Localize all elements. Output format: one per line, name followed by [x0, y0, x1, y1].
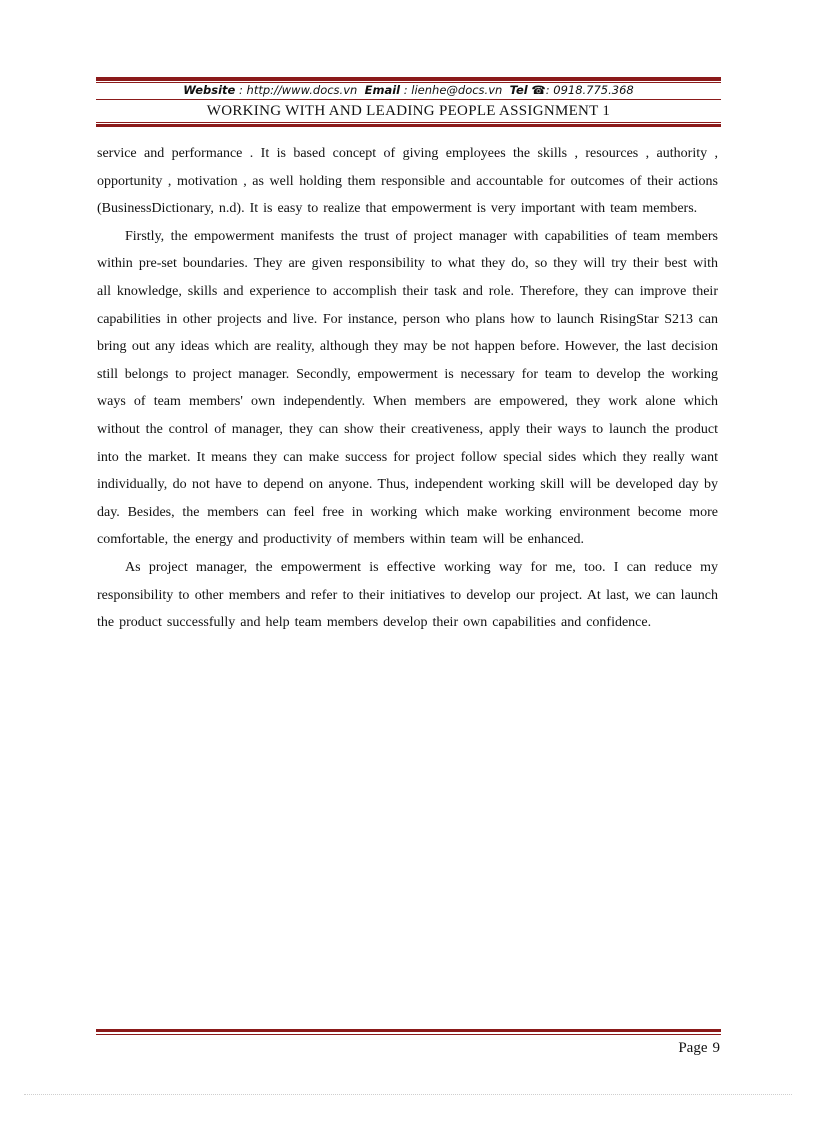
- page-bottom-dotted-line: [24, 1094, 792, 1095]
- header-contact-line: [96, 82, 721, 99]
- header-bottom-rule: [96, 124, 721, 127]
- paragraph-2: Firstly, the empowerment manifests the trust of project manager with capabilities of team members within pre-set boundaries. They are given responsibility to what they do, so they will try their best with all knowledge, skills and experience to accomplish their task and role. Therefore, they can improve their capabilities in other projects and live. For instance, person who plans how to launch RisingStar S213 can bring out any ideas which are reality, although they may be not happen before. However, the last decision still belongs to project manager. Secondly, empowerment is necessary for team to develop the working ways of team members' own independently. When members are empowered, they work alone which without the control of manager, they can show their creativeness, apply their ways to launch the product into the market. It means they can make success for project follow special sides which they really want individually, do not have to depend on anyone. Thus, independent working skill will be developed day by day. Besides, the members can feel free in working which make working environment become more comfortable, the energy and productivity of members within team will be enhanced.: [97, 228, 718, 548]
- phone-icon: ☎: [531, 83, 546, 97]
- paragraph-3: As project manager, the empowerment is effective working way for me, too. I can reduce my responsibility to other members and refer to their initiatives to develop our project. At last, we can launch the product successfully and help team members develop their own capabilities and confidence.: [97, 559, 718, 631]
- header-middle-rule: [96, 99, 721, 100]
- paragraph-1: service and performance . It is based concept of giving employees the skills , resources , authority , opportunity , motivation , as well holding them responsible and accountable for outcomes of their actions (BusinessDictionary, n.d). It is easy to realize that empowerment is very important with team members.: [97, 146, 718, 217]
- email-label: Email: [364, 83, 401, 97]
- tel-value: : 0918.775.368: [545, 83, 634, 97]
- header-bottom-thin-rule: [96, 122, 721, 123]
- email-link[interactable]: : lienhe@docs.vn: [403, 83, 503, 97]
- document-body: [97, 140, 718, 637]
- footer-rule: [96, 1029, 721, 1032]
- website-label: Website: [183, 83, 236, 97]
- page-label: Page: [678, 1040, 708, 1056]
- header-top-rule: [96, 77, 721, 81]
- document-title: WORKING WITH AND LEADING PEOPLE ASSIGNMENT 1: [206, 103, 611, 119]
- footer-thin-rule: [96, 1034, 721, 1035]
- page-number: [673, 1038, 720, 1058]
- tel-label: Tel: [509, 83, 528, 97]
- page-number-value: 9: [712, 1040, 720, 1056]
- website-link[interactable]: : http://www.docs.vn: [239, 83, 358, 97]
